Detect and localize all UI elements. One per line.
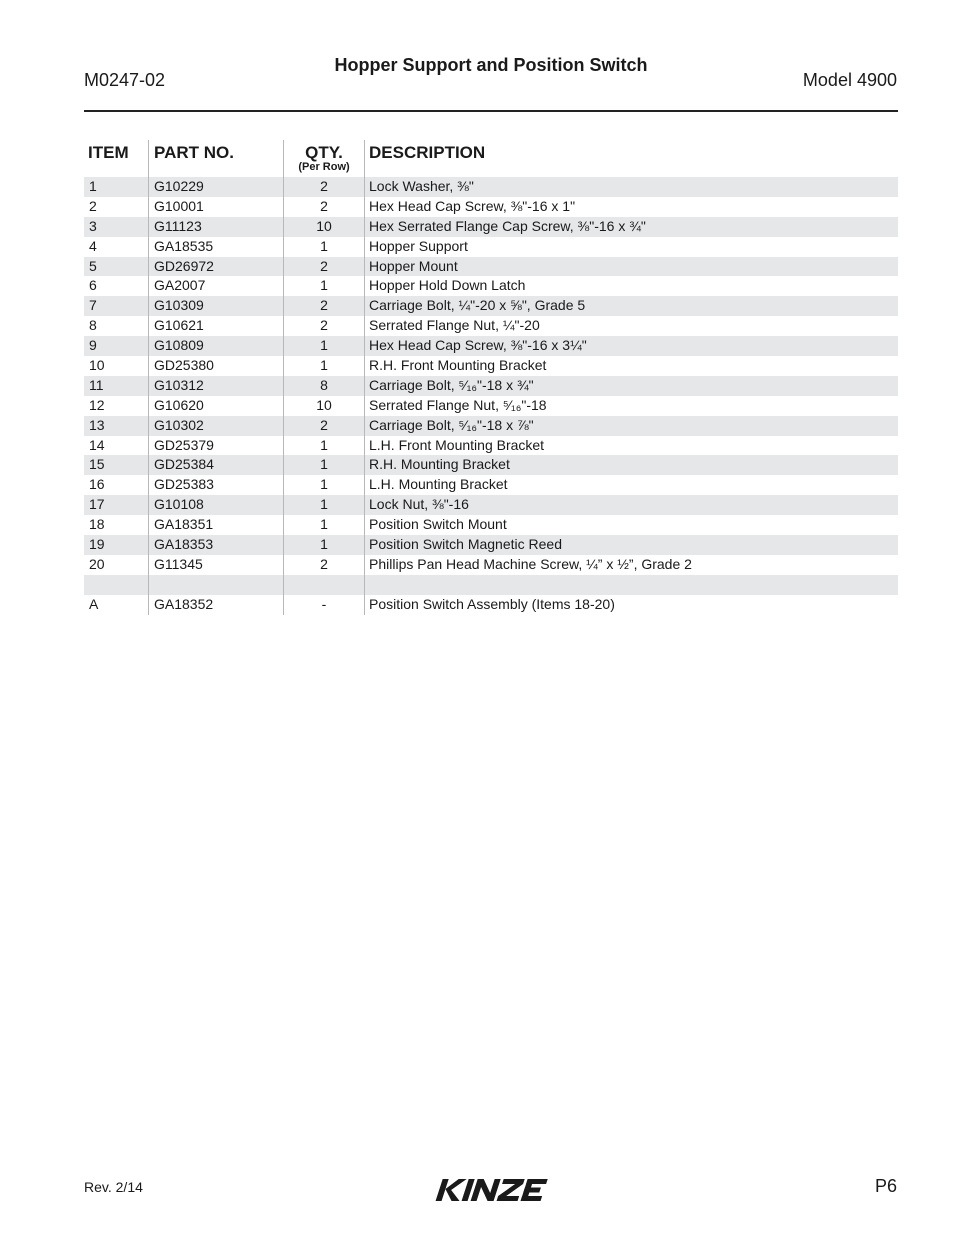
description-cell: Position Switch Mount <box>369 516 507 533</box>
part-number-cell: G10620 <box>154 396 204 413</box>
item-cell: 5 <box>89 257 97 274</box>
part-number-cell: G11123 <box>154 217 202 234</box>
quantity-cell: 10 <box>316 217 332 234</box>
part-number-cell: G10309 <box>154 297 204 314</box>
table-row <box>84 177 898 197</box>
description-cell: Hopper Mount <box>369 257 458 274</box>
description-cell: Hopper Support <box>369 237 468 254</box>
part-number-cell: G10312 <box>154 376 204 393</box>
quantity-cell <box>284 575 364 595</box>
quantity-cell: 2 <box>320 257 328 274</box>
column-divider <box>283 140 284 615</box>
column-header-item: ITEM <box>88 143 129 162</box>
item-cell: 18 <box>89 516 105 533</box>
item-cell: 7 <box>89 297 97 314</box>
description-cell: L.H. Front Mounting Bracket <box>369 436 545 453</box>
part-number-cell: GD26972 <box>154 257 214 274</box>
model-label: Model 4900 <box>802 70 897 90</box>
description-cell: Carriage Bolt, ⁵⁄₁₆"-18 x ¾" <box>369 376 534 393</box>
description-cell: Position Switch Assembly (Items 18-20) <box>369 595 615 612</box>
part-number-cell: GD25383 <box>154 476 214 493</box>
quantity-cell: 1 <box>320 536 328 553</box>
page-number: P6 <box>874 1176 897 1196</box>
part-number-cell: GA18351 <box>154 516 214 533</box>
table-row <box>84 376 898 396</box>
table-row <box>84 455 898 475</box>
description-cell: Carriage Bolt, ⁵⁄₁₆"-18 x ⅞" <box>369 416 534 433</box>
column-header-qty: QTY. <box>305 143 343 162</box>
kinze-logo <box>430 1175 552 1205</box>
description-cell: Lock Nut, ⅜"-16 <box>369 496 469 513</box>
item-cell: 8 <box>89 317 97 334</box>
table-row <box>84 555 898 575</box>
item-cell: 10 <box>89 357 105 374</box>
table-row <box>84 197 898 217</box>
item-cell: 12 <box>89 396 105 413</box>
part-number-cell: G10621 <box>154 317 204 334</box>
item-cell: 3 <box>89 217 97 234</box>
item-cell: 13 <box>89 416 105 433</box>
part-number-cell: GA18535 <box>154 237 214 254</box>
revision-label: Rev. 2/14 <box>84 1179 143 1195</box>
table-row <box>84 515 898 535</box>
item-cell: 9 <box>89 337 97 354</box>
part-number-cell: GA18352 <box>154 595 214 612</box>
part-number-cell: GD25380 <box>154 357 214 374</box>
column-header-qty-sub: (Per Row) <box>298 161 350 173</box>
table-row <box>84 475 898 495</box>
table-row <box>84 396 898 416</box>
quantity-cell: 1 <box>320 456 328 473</box>
part-number-cell: G10229 <box>154 178 204 194</box>
table-row <box>84 595 898 615</box>
quantity-cell: 1 <box>320 277 328 294</box>
part-number-cell: G10302 <box>154 416 204 433</box>
description-cell: Phillips Pan Head Machine Screw, ¼” x ½”, Grade 2 <box>369 555 692 572</box>
description-cell: L.H. Mounting Bracket <box>369 476 508 493</box>
item-cell: A <box>89 595 99 612</box>
header-divider <box>84 110 898 112</box>
description-cell: Carriage Bolt, ¼"-20 x ⅝", Grade 5 <box>369 297 586 314</box>
table-row <box>84 336 898 356</box>
parts-table <box>84 140 898 615</box>
table-row <box>84 296 898 316</box>
quantity-cell: 2 <box>320 197 328 214</box>
table-row <box>84 276 898 296</box>
table-header <box>84 140 898 177</box>
column-divider <box>364 140 365 615</box>
item-cell: 6 <box>89 277 97 294</box>
item-cell: 20 <box>89 555 105 572</box>
quantity-cell: 1 <box>320 476 328 493</box>
column-header-description: DESCRIPTION <box>369 143 486 162</box>
table-row <box>84 495 898 515</box>
quantity-cell: 2 <box>320 297 328 314</box>
quantity-cell: 1 <box>320 357 328 374</box>
quantity-cell: 10 <box>316 396 332 413</box>
item-cell: 1 <box>89 178 97 194</box>
quantity-cell: 1 <box>320 337 328 354</box>
description-cell: Position Switch Magnetic Reed <box>369 536 562 553</box>
table-row <box>84 575 898 595</box>
table-row <box>84 535 898 555</box>
table-row <box>84 257 898 277</box>
table-row <box>84 436 898 456</box>
description-cell: Hex Serrated Flange Cap Screw, ⅜"-16 x ¾" <box>369 217 646 234</box>
quantity-cell: 1 <box>320 516 328 533</box>
quantity-cell: 2 <box>320 317 328 334</box>
part-number-cell: G10001 <box>154 197 204 214</box>
description-cell: Serrated Flange Nut, ⁵⁄₁₆"-18 <box>369 396 547 413</box>
column-header-part-no: PART NO. <box>154 143 234 162</box>
table-row <box>84 356 898 376</box>
table-body <box>84 177 898 615</box>
part-number-cell: GA18353 <box>154 536 214 553</box>
quantity-cell: 2 <box>320 555 328 572</box>
item-cell: 4 <box>89 237 97 254</box>
item-cell: 2 <box>89 197 97 214</box>
description-cell: R.H. Front Mounting Bracket <box>369 357 547 374</box>
part-number-cell: GA2007 <box>154 277 206 294</box>
table-row <box>84 316 898 336</box>
column-divider <box>148 140 149 615</box>
item-cell: 17 <box>89 496 105 513</box>
part-number-cell: G10108 <box>154 496 204 513</box>
table-row <box>84 237 898 257</box>
description-cell: Hex Head Cap Screw, ⅜"-16 x 3¼" <box>369 337 587 354</box>
doc-number: M0247-02 <box>84 70 166 90</box>
quantity-cell: 1 <box>320 436 328 453</box>
quantity-cell: 2 <box>320 416 328 433</box>
item-cell: 16 <box>89 476 105 493</box>
item-cell: 14 <box>89 436 105 453</box>
table-row <box>84 416 898 436</box>
part-number-cell: GD25384 <box>154 456 214 473</box>
description-cell: Serrated Flange Nut, ¼"-20 <box>369 317 540 334</box>
quantity-cell: 1 <box>320 496 328 513</box>
quantity-cell: 8 <box>320 376 328 393</box>
part-number-cell: GD25379 <box>154 436 214 453</box>
table-row <box>84 217 898 237</box>
quantity-cell: 2 <box>320 178 328 194</box>
quantity-cell: 1 <box>320 237 328 254</box>
quantity-cell: - <box>321 595 327 612</box>
description-cell: R.H. Mounting Bracket <box>369 456 510 473</box>
description-cell: Hopper Hold Down Latch <box>369 277 526 294</box>
item-cell: 15 <box>89 456 105 473</box>
description-cell: Hex Head Cap Screw, ⅜"-16 x 1" <box>369 197 576 214</box>
part-number-cell: G10809 <box>154 337 204 354</box>
page-title-text: Hopper Support and Position Switch <box>334 55 648 75</box>
item-cell: 11 <box>89 376 104 393</box>
item-cell: 19 <box>89 536 105 553</box>
description-cell: Lock Washer, ⅜" <box>369 178 474 194</box>
part-number-cell: G11345 <box>154 555 203 572</box>
